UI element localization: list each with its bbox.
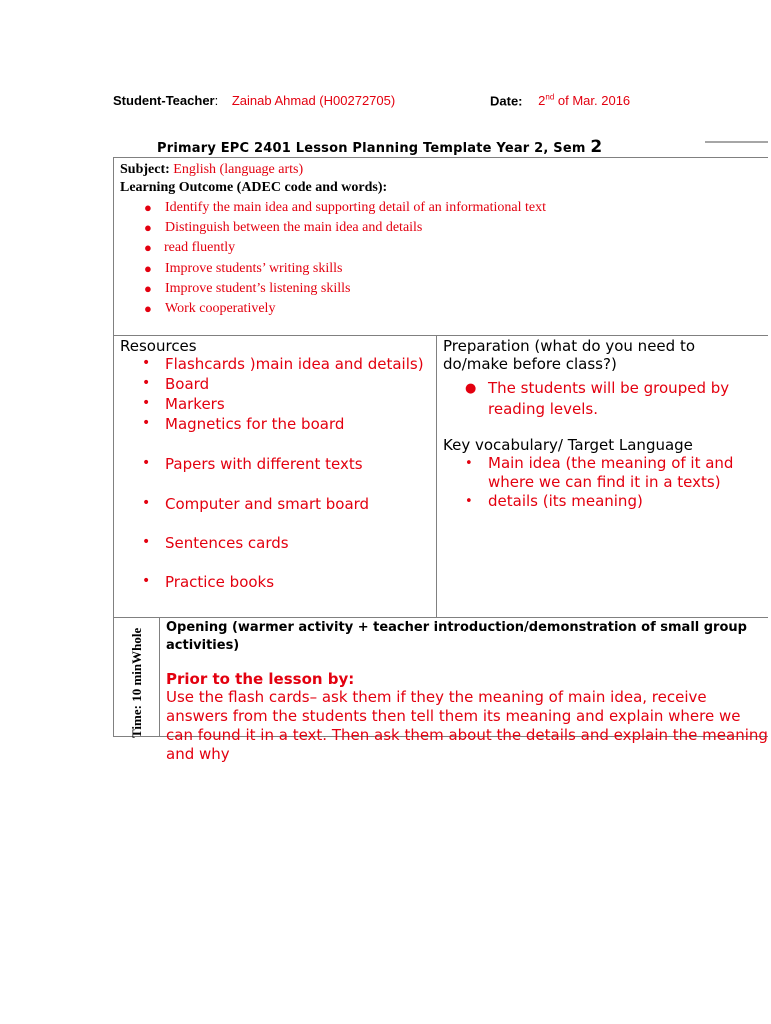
date-rest: of Mar. 2016 (554, 93, 631, 109)
page-title-sem: 2 (590, 137, 603, 157)
student-teacher-label: Student-Teacher (113, 93, 215, 108)
date-line (490, 93, 630, 108)
list-item (140, 238, 546, 258)
time-label: Time: 10 minWhole (129, 627, 144, 738)
opening-body: Use the flash cards– ask them if they the meaning of main idea, receive answers from the students then tell them its meaning and explain where we can found it in a text. Then ask them about the details and explain the meaning and why (166, 688, 768, 763)
list-item (140, 455, 363, 473)
list-item (140, 299, 546, 319)
list-item-text: read fluently (164, 240, 236, 256)
table-top-border (113, 157, 768, 158)
list-item-text: details (its meaning) (488, 492, 643, 510)
date-day: 2 (538, 93, 546, 109)
list-item-text: Markers (165, 395, 225, 413)
page-title (157, 137, 602, 157)
list-item-text: Work cooperatively (165, 300, 276, 316)
list-item (140, 395, 225, 413)
subject-label: Subject: (120, 162, 170, 177)
bullet-dot-icon: • (142, 395, 151, 411)
column-divider (436, 335, 437, 617)
bullet-dot-icon: ● (465, 381, 477, 396)
learning-outcome-label: Learning Outcome (ADEC code and words): (120, 180, 388, 195)
list-item (140, 415, 344, 433)
learning-outcome-list (140, 198, 546, 319)
student-teacher-line (113, 93, 395, 108)
list-item-text: Flashcards )main idea and details) (165, 355, 424, 373)
row-divider-1 (113, 335, 768, 336)
bullet-dot-icon: ● (144, 260, 152, 276)
bullet-dot-icon: • (142, 495, 151, 511)
list-item-text: Distinguish between the main idea and details (165, 220, 423, 236)
student-teacher-value: Zainab Ahmad (H00272705) (231, 93, 396, 108)
prior-heading: Prior to the lesson by: (166, 670, 355, 688)
preparation-title: Preparation (what do you need to do/make before class?) (443, 337, 695, 373)
list-item-text: Improve students’ writing skills (165, 260, 343, 276)
bullet-dot-icon: • (465, 494, 473, 509)
list-item-text: Main idea (the meaning of it and where we can find it in a texts) (488, 454, 734, 491)
list-item (140, 375, 209, 393)
list-item (140, 259, 546, 279)
time-column-divider (159, 617, 160, 737)
bullet-dot-icon: ● (144, 300, 152, 316)
list-item (140, 495, 369, 513)
bullet-dot-icon: • (465, 456, 473, 471)
page-title-text: Primary EPC 2401 Lesson Planning Template Year 2, Sem (157, 141, 586, 156)
list-item-text: Computer and smart board (165, 495, 370, 513)
header-rule (705, 141, 768, 143)
key-vocabulary-list (463, 454, 768, 511)
row-divider-2 (113, 617, 768, 618)
list-item-text: The students will be grouped by reading levels. (488, 379, 730, 418)
list-item (463, 378, 768, 420)
list-item-text: Magnetics for the board (165, 415, 345, 433)
resources-title: Resources (120, 337, 197, 355)
list-item-text: Sentences cards (165, 534, 289, 552)
list-item-text: Papers with different texts (165, 455, 363, 473)
bullet-dot-icon: • (142, 355, 151, 371)
list-item-text: Improve student’s listening skills (165, 280, 351, 296)
bullet-dot-icon: ● (144, 200, 152, 215)
list-item-text: Board (165, 375, 210, 393)
list-item (140, 534, 289, 552)
list-item (140, 218, 546, 238)
date-label: Date: (490, 93, 523, 109)
list-item-text: Practice books (165, 573, 275, 591)
table-left-border (113, 157, 114, 737)
student-teacher-colon: : (214, 93, 219, 108)
opening-title: Opening (warmer activity + teacher introduction/demonstration of small group activities) (166, 620, 747, 653)
subject-line (120, 162, 303, 178)
list-item (140, 198, 546, 218)
list-item (140, 573, 274, 591)
bullet-dot-icon: • (142, 455, 151, 471)
subject-value: English (language arts) (173, 162, 304, 177)
bullet-dot-icon: ● (144, 280, 152, 296)
date-suffix: nd (545, 93, 555, 102)
list-item (463, 492, 768, 511)
key-vocabulary-title: Key vocabulary/ Target Language (443, 436, 693, 454)
bullet-dot-icon: ● (144, 240, 152, 256)
list-item (140, 355, 424, 373)
list-item-text: Identify the main idea and supporting detail of an informational text (165, 200, 547, 215)
bullet-dot-icon: ● (144, 220, 152, 236)
bullet-dot-icon: • (142, 573, 151, 589)
bullet-dot-icon: • (142, 534, 151, 550)
list-item (140, 279, 546, 299)
date-value (538, 93, 630, 108)
list-item (463, 454, 768, 492)
bullet-dot-icon: • (142, 415, 151, 431)
bullet-dot-icon: • (142, 375, 151, 391)
